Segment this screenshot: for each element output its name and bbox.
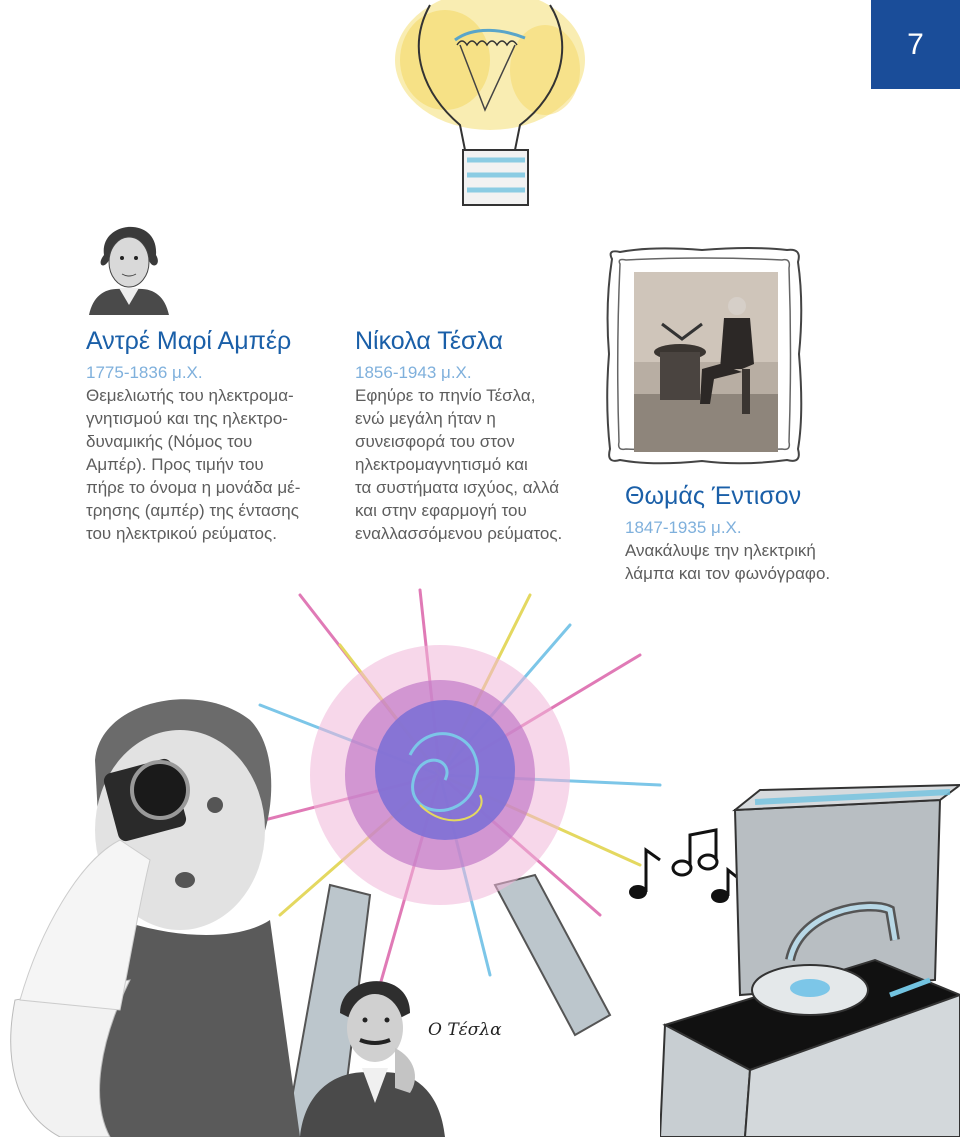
tesla-portrait — [300, 968, 445, 1137]
ampere-bio — [86, 326, 336, 545]
page-number: 7 — [907, 27, 924, 61]
ampere-line: του ηλεκτρικού ρεύματος. — [86, 524, 277, 543]
tesla-line: ηλεκτρομαγνητισμό και — [355, 455, 528, 474]
tesla-line: και στην εφαρμογή του — [355, 501, 527, 520]
ampere-line: γνητισμού και της ηλεκτρο- — [86, 409, 288, 428]
tesla-description — [355, 384, 615, 545]
light-bulb-illustration — [385, 0, 595, 215]
ampere-portrait — [84, 210, 174, 315]
tesla-line: εναλλασσόμενου ρεύματος. — [355, 524, 563, 543]
tesla-line: τα συστήματα ισχύος, αλλά — [355, 478, 560, 497]
page-number-badge — [871, 0, 960, 89]
tesla-line: Εφηύρε το πηνίο Τέσλα, — [355, 386, 536, 405]
phonograph-illustration — [660, 780, 960, 1137]
ampere-line: πήρε το όνομα η μονάδα μέ- — [86, 478, 301, 497]
edison-dates: 1847-1935 μ.Χ. — [625, 518, 742, 537]
edison-framed-photo — [602, 244, 807, 469]
edison-line: λάμπα και τον φωνόγραφο. — [625, 564, 831, 583]
ampere-name: Αντρέ Μαρί Αμπέρ — [86, 327, 292, 355]
edison-name: Θωμάς Έντισον — [625, 482, 802, 510]
ampere-line: τρησης (αμπέρ) της έντασης — [86, 501, 299, 520]
tesla-line: ενώ μεγάλη ήταν η — [355, 409, 496, 428]
ampere-dates: 1775-1836 μ.Χ. — [86, 363, 203, 382]
tesla-caption: Ο Τέσλα — [428, 1020, 502, 1040]
edison-bio — [625, 481, 895, 585]
ampere-line: Θεμελιωτής του ηλεκτρομα- — [86, 386, 294, 405]
tesla-dates: 1856-1943 μ.Χ. — [355, 363, 472, 382]
ampere-description — [86, 384, 336, 545]
child-with-telescope-photo — [0, 680, 300, 1137]
tesla-line: συνεισφορά του στον — [355, 432, 515, 451]
tesla-bio — [355, 326, 615, 545]
tesla-name: Νίκολα Τέσλα — [355, 327, 503, 355]
ampere-line: δυναμικής (Νόμος του — [86, 432, 253, 451]
edison-description — [625, 539, 895, 585]
edison-line: Ανακάλυψε την ηλεκτρική — [625, 541, 816, 560]
ampere-line: Αμπέρ). Προς τιμήν του — [86, 455, 264, 474]
